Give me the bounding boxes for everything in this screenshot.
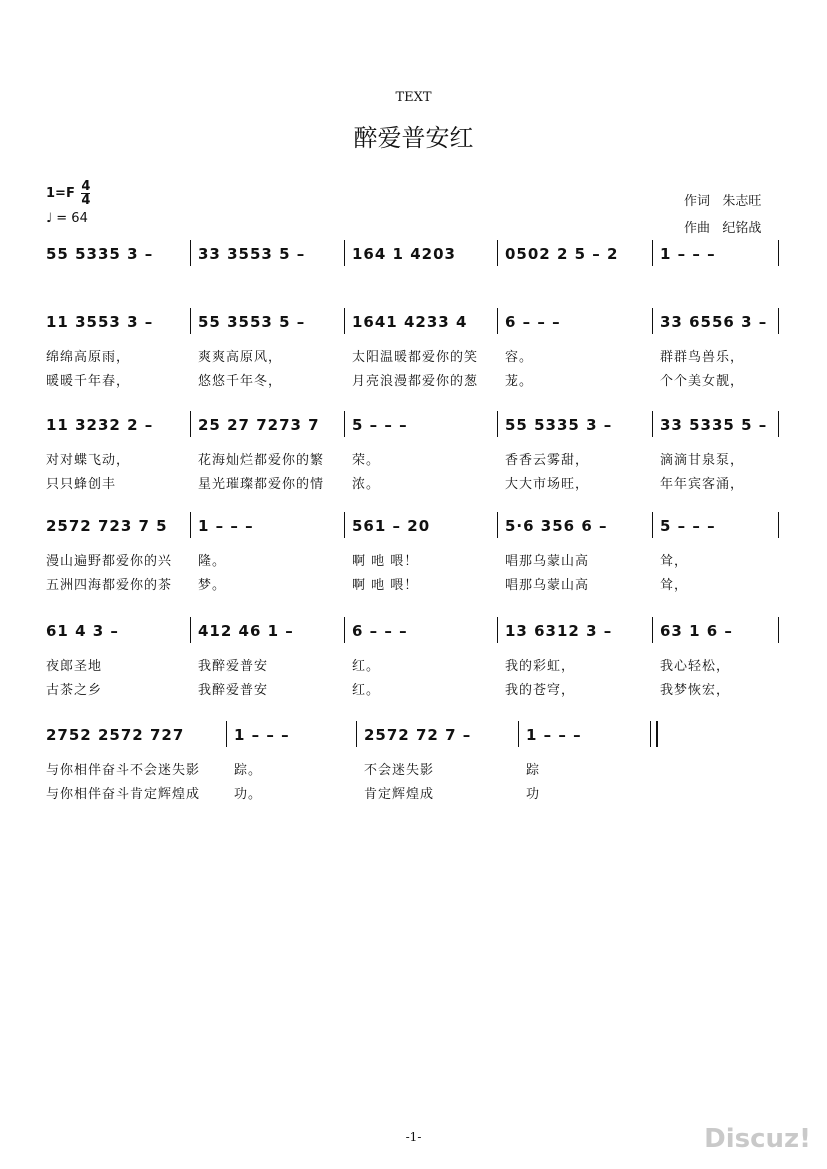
lyric-1: 隆。 bbox=[198, 554, 227, 569]
measure: 11 3553 3 – bbox=[46, 313, 154, 331]
lyric-1: 我的彩虹， bbox=[505, 659, 576, 674]
lyricist-label: 作词 bbox=[684, 194, 711, 209]
lyric-2: 与你相伴奋斗肯定辉煌成 bbox=[46, 787, 201, 802]
measure: 6 – – – bbox=[352, 622, 408, 640]
lyric-1: 我心轻松， bbox=[660, 659, 731, 674]
barline bbox=[344, 617, 345, 643]
key-label: 1=F bbox=[46, 186, 75, 201]
lyric-2: 我醉爱普安 bbox=[198, 683, 269, 698]
barline bbox=[190, 240, 191, 266]
key-signature bbox=[46, 180, 90, 207]
lyric-2: 我梦恢宏， bbox=[660, 683, 731, 698]
lyric-2: 茏。 bbox=[505, 374, 534, 389]
lyric-1: 啊 吔 喂！ bbox=[352, 554, 419, 569]
tempo-value: = 64 bbox=[56, 211, 88, 226]
lyric-1: 荣。 bbox=[352, 453, 381, 468]
barline bbox=[344, 308, 345, 334]
lyric-1: 我醉爱普安 bbox=[198, 659, 269, 674]
lyric-2: 个个美女靓， bbox=[660, 374, 745, 389]
measure: 63 1 6 – bbox=[660, 622, 733, 640]
lyric-1: 踪 bbox=[526, 763, 541, 778]
barline bbox=[190, 308, 191, 334]
lyric-2: 肯定辉煌成 bbox=[364, 787, 435, 802]
tempo-marking bbox=[46, 211, 88, 226]
barline bbox=[652, 617, 653, 643]
barline bbox=[518, 721, 519, 747]
measure: 55 5335 3 – bbox=[505, 416, 613, 434]
lyricist-name: 朱志旺 bbox=[722, 194, 762, 209]
measure: 164 1 4203 bbox=[352, 245, 456, 263]
measure: 6 – – – bbox=[505, 313, 561, 331]
measure: 1641 4233 4 bbox=[352, 313, 468, 331]
lyric-2: 唱那乌蒙山高 bbox=[505, 578, 590, 593]
time-numerator: 4 bbox=[81, 179, 91, 194]
barline bbox=[356, 721, 357, 747]
barline bbox=[652, 512, 653, 538]
measure: 33 3553 5 – bbox=[198, 245, 306, 263]
final-barline bbox=[650, 721, 658, 747]
lyric-2: 暖暖千年春， bbox=[46, 374, 131, 389]
lyric-2: 啊 吔 喂！ bbox=[352, 578, 419, 593]
lyric-1: 太阳温暖都爱你的笑 bbox=[352, 350, 479, 365]
lyric-1: 滴滴甘泉泵， bbox=[660, 453, 745, 468]
lyric-2: 悠悠千年冬， bbox=[198, 374, 283, 389]
lyricist-credit bbox=[684, 190, 761, 209]
discuz-watermark: Discuz! bbox=[704, 1124, 811, 1154]
lyric-1: 花海灿烂都爱你的繁 bbox=[198, 453, 325, 468]
lyric-1: 踪。 bbox=[234, 763, 263, 778]
measure: 25 27 7273 7 bbox=[198, 416, 320, 434]
quarter-note-icon: ♩ bbox=[46, 211, 53, 226]
lyric-2: 只只蜂创丰 bbox=[46, 477, 117, 492]
lyric-1: 漫山遍野都爱你的兴 bbox=[46, 554, 173, 569]
lyric-1: 耸， bbox=[660, 554, 689, 569]
lyric-2: 浓。 bbox=[352, 477, 381, 492]
composer-credit bbox=[684, 217, 761, 236]
lyric-1: 香香云雾甜， bbox=[505, 453, 590, 468]
measure: 5·6 356 6 – bbox=[505, 517, 608, 535]
time-denominator: 4 bbox=[81, 193, 91, 208]
lyric-2: 星光璀璨都爱你的情 bbox=[198, 477, 325, 492]
lyric-1: 爽爽高原风， bbox=[198, 350, 283, 365]
lyric-1: 与你相伴奋斗不会迷失影 bbox=[46, 763, 201, 778]
measure: 33 5335 5 – bbox=[660, 416, 768, 434]
barline bbox=[778, 617, 779, 643]
measure: 55 3553 5 – bbox=[198, 313, 306, 331]
measure: 1 – – – bbox=[234, 726, 290, 744]
measure: 61 4 3 – bbox=[46, 622, 119, 640]
lyric-1: 夜郎圣地 bbox=[46, 659, 103, 674]
measure: 55 5335 3 – bbox=[46, 245, 154, 263]
barline bbox=[190, 411, 191, 437]
measure: 2572 723 7 5 bbox=[46, 517, 168, 535]
lyric-2: 月亮浪漫都爱你的葱 bbox=[352, 374, 479, 389]
lyric-2: 古茶之乡 bbox=[46, 683, 103, 698]
lyric-2: 功。 bbox=[234, 787, 263, 802]
measure: 1 – – – bbox=[660, 245, 716, 263]
barline bbox=[497, 308, 498, 334]
composer-label: 作曲 bbox=[684, 221, 711, 236]
measure: 13 6312 3 – bbox=[505, 622, 613, 640]
lyric-2: 大大市场旺， bbox=[505, 477, 590, 492]
measure: 412 46 1 – bbox=[198, 622, 294, 640]
barline bbox=[778, 308, 779, 334]
lyric-2: 梦。 bbox=[198, 578, 227, 593]
measure: 0502 2 5 – 2 bbox=[505, 245, 619, 263]
lyric-2: 功 bbox=[526, 787, 541, 802]
composer-name: 纪铭战 bbox=[722, 221, 762, 236]
measure: 11 3232 2 – bbox=[46, 416, 154, 434]
measure: 33 6556 3 – bbox=[660, 313, 768, 331]
barline bbox=[778, 240, 779, 266]
lyric-1: 绵绵高原雨， bbox=[46, 350, 131, 365]
barline bbox=[190, 512, 191, 538]
lyric-2: 红。 bbox=[352, 683, 381, 698]
barline bbox=[497, 240, 498, 266]
barline bbox=[226, 721, 227, 747]
barline bbox=[344, 411, 345, 437]
barline bbox=[652, 308, 653, 334]
barline bbox=[652, 411, 653, 437]
measure: 2752 2572 727 bbox=[46, 726, 185, 744]
barline bbox=[778, 512, 779, 538]
lyric-1: 红。 bbox=[352, 659, 381, 674]
lyric-2: 五洲四海都爱你的茶 bbox=[46, 578, 173, 593]
barline bbox=[344, 512, 345, 538]
lyric-1: 不会迷失影 bbox=[364, 763, 435, 778]
lyric-2: 我的苍穹， bbox=[505, 683, 576, 698]
time-signature bbox=[81, 180, 90, 207]
measure: 2572 72 7 – bbox=[364, 726, 472, 744]
barline bbox=[652, 240, 653, 266]
measure: 561 – 20 bbox=[352, 517, 431, 535]
song-title: 醉爱普安红 bbox=[353, 124, 474, 152]
lyric-2: 耸， bbox=[660, 578, 689, 593]
barline bbox=[497, 411, 498, 437]
header-top-text: TEXT bbox=[395, 90, 432, 105]
lyric-1: 群群鸟兽乐， bbox=[660, 350, 745, 365]
measure: 1 – – – bbox=[526, 726, 582, 744]
measure: 1 – – – bbox=[198, 517, 254, 535]
measure: 5 – – – bbox=[352, 416, 408, 434]
barline bbox=[497, 617, 498, 643]
barline bbox=[497, 512, 498, 538]
page-number: -1- bbox=[405, 1130, 422, 1144]
barline bbox=[778, 411, 779, 437]
measure: 5 – – – bbox=[660, 517, 716, 535]
lyric-1: 容。 bbox=[505, 350, 534, 365]
lyric-1: 对对蝶飞动， bbox=[46, 453, 131, 468]
barline bbox=[344, 240, 345, 266]
barline bbox=[190, 617, 191, 643]
lyric-1: 唱那乌蒙山高 bbox=[505, 554, 590, 569]
lyric-2: 年年宾客涌， bbox=[660, 477, 745, 492]
